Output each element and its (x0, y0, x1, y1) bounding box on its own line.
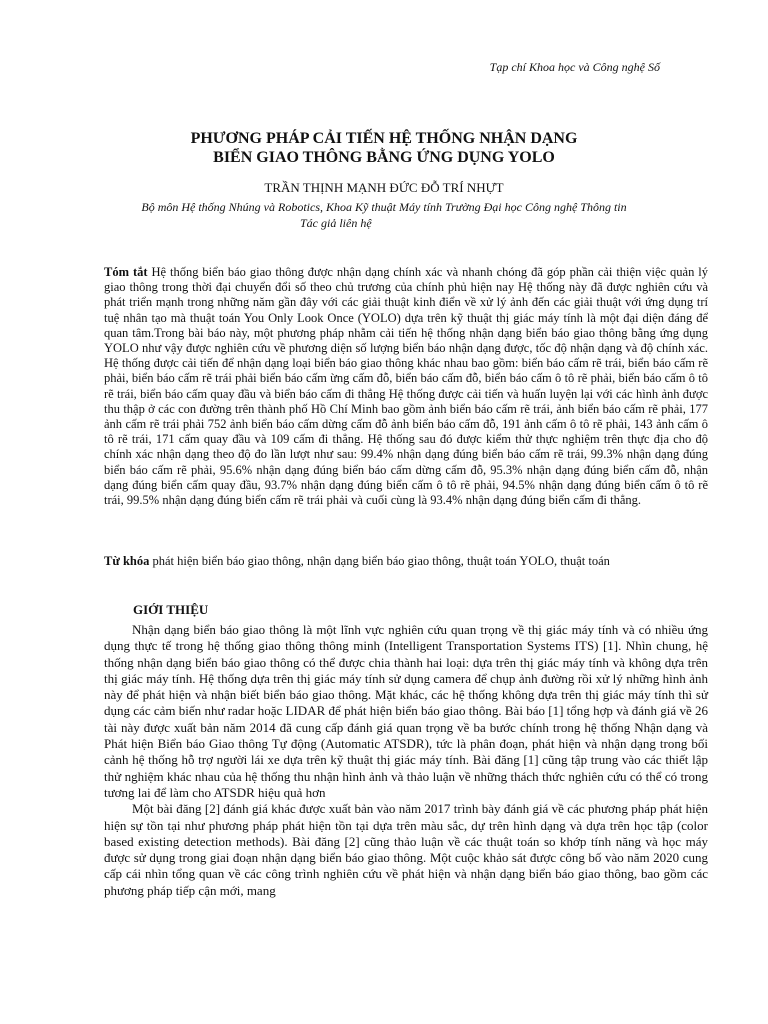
corresponding-author-note: Tác giả liên hệ (300, 216, 372, 230)
abstract-text: Hệ thống biển báo giao thông được nhận dạng chính xác và nhanh chóng đã góp phần cải thiện việc quản lý giao thông trong thời đại chuyển đổi số theo chủ trương của chính phủ hiện nay Hệ thống này đã được nghiên cứu và phát triển mạnh trong những năm gần đây với các giải thuật kinh điển về xử lý ảnh đến các giải thuật với ứng dụng trí tuệ nhân tạo mà thuật toán You Only Look Once (YOLO) dựa trên kỹ thuật thị giác máy tính là một đại diện đáng để quan tâm.Trong bài báo này, một phương pháp nhằm cải tiến hệ thống nhận dạng biển báo giao thông bằng ứng dụng YOLO như vậy được nghiên cứu về phương diện số lượng biển báo nhận dạng được, tốc độ nhận dạng và độ chính xác. Hệ thống được cải tiến để nhận dạng loại biển báo giao thông khác nhau bao gồm: biển báo cấm rẽ trái, biển báo cấm rẽ phải, biển báo cấm rẽ trái phải biển báo cấm ừng cấm đỗ, biển báo cấm đỗ, biển báo cấm ô tô rẽ phải, biển báo cấm ô tô rẽ trái, biển báo cấm quay đầu và biển báo cấm đi thẳng Hệ thống được cải tiến và huấn luyện lại với các hình ảnh được thu thập ở các con đường trên thành phố Hồ Chí Minh bao gồm ảnh biển báo cấm rẽ trái, ảnh biển báo cấm rẽ phải, 177 ảnh cấm rẽ trái phải 752 ảnh biển báo cấm dừng cấm đỗ ảnh biển báo cấm đỗ, 191 ảnh cấm ô tô rẽ phải, 143 ảnh cấm ô tô rẽ trái, 171 cấm quay đầu và 109 cấm đi thẳng. Hệ thống sau đó được kiểm thử thực nghiệm trên thực địa cho độ chính xác nhận dạng theo độ đo lần lượt như sau: 99.4% nhận dạng đúng biển báo cấm rẽ trái, 99.3% nhận dạng đúng biển báo cấm rẽ phải, 95.6% nhận dạng đúng biển báo cấm dừng cấm đỗ, 95.3% nhận dạng đúng biển cấm đỗ, nhận dạng đúng biển cấm quay đầu, 93.7% nhận dạng đúng biển cấm ô tô rẽ phải, 94.5% nhận dạng đúng biển cấm ô tô rẽ trái, 99.5% nhận dạng đúng biển cấm rẽ trái phải và cuối cùng là 93.4% nhận dạng đúng biển cấm đi thẳng. (104, 265, 709, 508)
authors: TRẦN THỊNH MẠNH ĐỨC ĐỖ TRÍ NHỰT (264, 180, 504, 195)
paragraph: Nhận dạng biển báo giao thông là một lĩnh vực nghiên cứu quan trọng về thị giác máy tính và có nhiều ứng dụng thực tế trong hệ thống giao thông thông minh (Intelligent Transportation Systems ITS) [1]. Nhìn chung, hệ thống nhận dạng biển báo giao thông có thể được chia thành hai loại: dựa trên thị giác máy tính và không dựa trên thị giác máy tính. Hệ thống dựa trên thị giác máy tính sử dụng camera để chụp ảnh đường rồi xử lý những hình ảnh này để phát hiện và nhận biết biển báo giao thông. Mặt khác, các hệ thống không dựa trên thị giác máy tính thì sử dụng các cảm biến như radar hoặc LIDAR để phát hiện biển báo giao thông. Bài báo [1] tổng hợp và đánh giá về 26 tài này được xuất bản năm 2014 đã cung cấp đánh giá quan trọng về ba bước chính trong hệ thống Nhận dạng và Phát hiện Biển báo Giao thông Tự động (Automatic ATSDR), tức là phân đoạn, phát hiện và nhận dạng trong bối cảnh hệ thống hỗ trợ người lái xe dựa trên kỹ thuật thị giác máy tính. Bài đăng [1] cũng tập trung vào các thiết lập thử nghiệm khác nhau của hệ thống thu nhận hình ảnh và thảo luận về những thách thức nghiên cứu có thể có trong tương lai để làm cho ATSDR hiệu quả hơn (104, 622, 708, 800)
abstract-label: Tóm tắt (104, 265, 148, 279)
keywords-label: Từ khóa (104, 554, 150, 568)
body-text (104, 622, 708, 899)
paragraph: Một bài đăng [2] đánh giá khác được xuất bản vào năm 2017 trình bày đánh giá về các phương pháp phát hiện hiện sự tồn tại như phương pháp phát hiện tồn tại dựa trên màu sắc, dự trên hình dạng và dựa trên học tập (color based existing detection methods). Bài đăng [2] cũng thảo luận về các thuật toán so khớp tính năng và học máy được sử dụng trong giai đoạn nhận dạng biển báo giao thông. Một cuộc khảo sát được công bố vào năm 2020 cung cấp cái nhìn tổng quan về các công trình nghiên cứu về phát hiện và nhận dạng biển báo giao thông, bao gồm các phương pháp tiếp cận mới, mang (104, 801, 708, 898)
abstract (104, 265, 708, 508)
paper-title-line-1: PHƯƠNG PHÁP CẢI TIẾN HỆ THỐNG NHẬN DẠNG (190, 130, 578, 147)
keywords (104, 554, 708, 569)
journal-header: Tạp chí Khoa học và Công nghệ Số (489, 60, 660, 74)
keywords-text: phát hiện biển báo giao thông, nhận dạng biển báo giao thông, thuật toán YOLO, thuật toán (149, 554, 610, 568)
section-heading: GIỚI THIỆU (133, 602, 209, 617)
paper-title-line-2: BIỂN GIAO THÔNG BẰNG ỨNG DỤNG YOLO (213, 149, 555, 166)
affiliation: Bộ môn Hệ thống Nhúng và Robotics, Khoa Kỹ thuật Máy tính Trường Đại học Công nghệ Thông tin (141, 200, 627, 214)
